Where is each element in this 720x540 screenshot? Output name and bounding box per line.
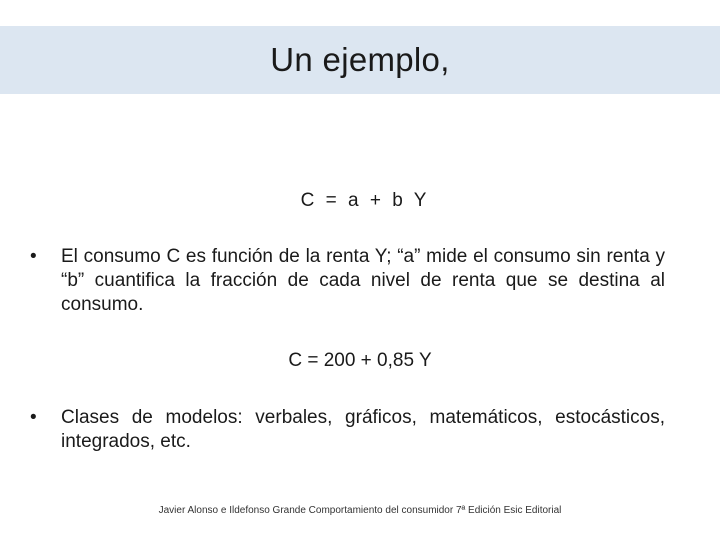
bullet-text-consumption: El consumo C es función de la renta Y; “a” mide el consumo sin renta y “b” cuantifica la fracción de cada nivel de renta que se destina al consumo. (61, 246, 665, 315)
slide-title: Un ejemplo, (270, 41, 450, 78)
formula-general: C = a + b Y (300, 190, 430, 211)
bullet-item-model-types (30, 406, 670, 456)
bullet-marker: • (30, 407, 37, 428)
bullet-marker: • (30, 246, 37, 267)
bullet-item-consumption (30, 245, 670, 325)
bullet-text-model-types: Clases de modelos: verbales, gráficos, matemáticos, estocásticos, integrados, etc. (61, 407, 665, 452)
slide-footer: Javier Alonso e Ildefonso Grande Comportamiento del consumidor 7ª Edición Esic Editorial (158, 505, 562, 516)
formula-example: C = 200 + 0,85 Y (288, 350, 432, 371)
